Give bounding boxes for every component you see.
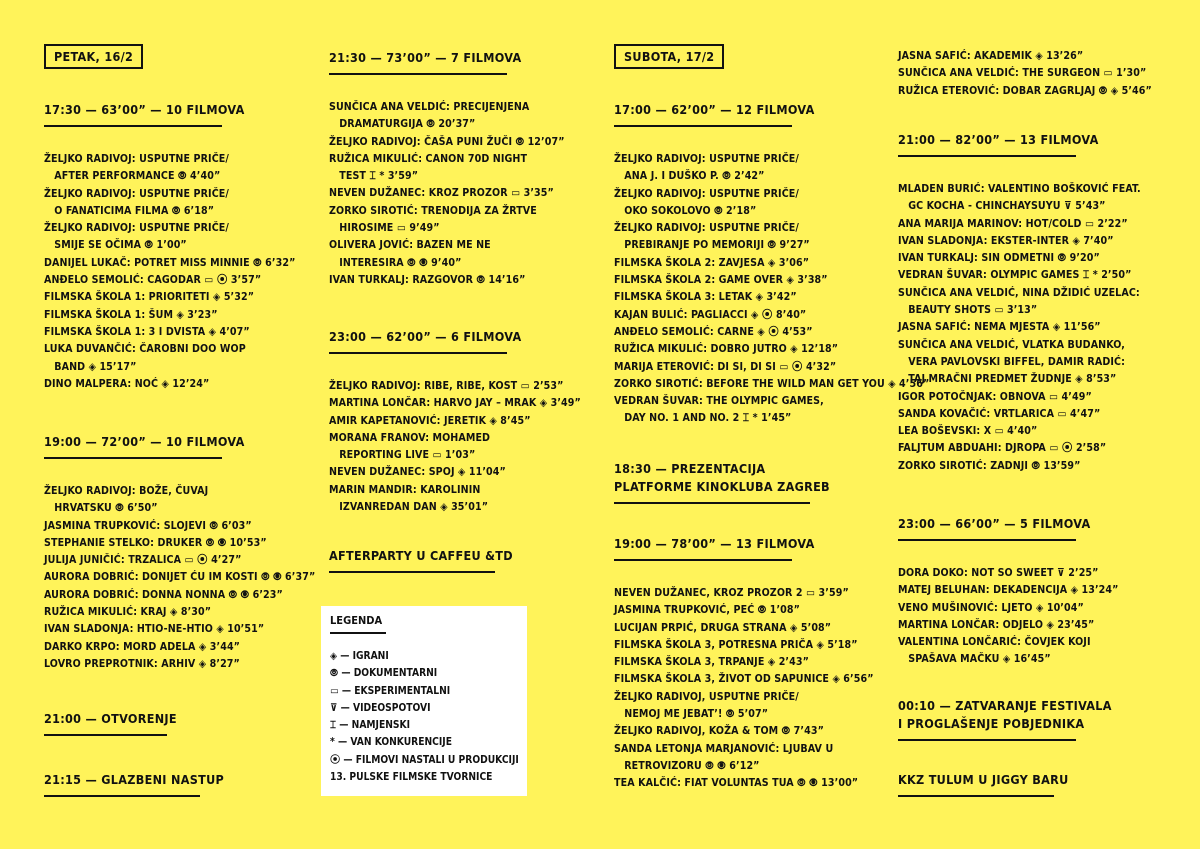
film-entry: ŽELJKO RADIVOJ: USPUTNE PRIČE/ <box>614 187 799 200</box>
divider <box>44 125 222 127</box>
block-heading: 21:30 — 73’00” — 7 FILMOVA <box>329 50 522 65</box>
film-entry: SUNČICA ANA VELDIĆ, VLATKA BUDANKO, <box>898 338 1125 351</box>
block-heading: 00:10 — ZATVARANJE FESTIVALA I PROGLAŠENJE POBJEDNIKA <box>898 698 1112 731</box>
film-entry: JASMINA TRUPKOVIĆ, PEĆ ⦾ 1’08” <box>614 604 800 617</box>
film-entry: ANA J. I DUŠKO P. ⦾ 2’42” <box>614 170 765 183</box>
film-entry: SUNČICA ANA VELDIĆ: PRECIJENJENA <box>329 101 530 113</box>
block-heading: 21:15 — GLAZBENI NASTUP <box>44 772 225 787</box>
film-entry: O FANATICIMA FILMA ⦾ 6’18” <box>44 204 215 217</box>
film-entry: MARTINA LONČAR: HARVO JAY – MRAK ◈ 3’49” <box>329 397 581 410</box>
film-entry: VEDRAN ŠUVAR: OLYMPIC GAMES ⌶ * 2’50” <box>898 269 1132 282</box>
film-entry: OKO SOKOLOVO ⦾ 2’18” <box>614 204 757 217</box>
divider <box>898 539 1076 541</box>
legend-title: LEGENDA <box>330 614 383 627</box>
legend-item: ▭ — EKSPERIMENTALNI <box>330 685 451 697</box>
film-entry: INTERESIRA ⦾ ⦿ 9’40” <box>329 256 462 269</box>
film-entry: JULIJA JUNIČIĆ: TRZALICA ▭ ⦿ 4’27” <box>44 554 242 567</box>
schedule-block <box>898 697 1160 741</box>
film-entry: LOVRO PREPROTNIK: ARHIV ◈ 8’27” <box>44 657 240 670</box>
film-entry: DAY NO. 1 AND NO. 2 ⌶ * 1’45” <box>614 412 792 425</box>
film-entry: GC KOCHA - CHINCHAYSUYU ⊽ 5’43” <box>898 200 1106 213</box>
film-entry: ŽELJKO RADIVOJ: USPUTNE PRIČE/ <box>614 153 799 165</box>
film-entry: LUCIJAN PRPIĆ, DRUGA STRANA ◈ 5’08” <box>614 621 832 634</box>
divider <box>614 502 810 504</box>
film-entry: VALENTINA LONČARIĆ: ČOVJEK KOJI <box>898 636 1091 649</box>
film-entry: FILMSKA ŠKOLA 1: 3 I DVISTA ◈ 4’07” <box>44 325 250 338</box>
film-entry: AMIR KAPETANOVIĆ: JERETIK ◈ 8’45” <box>329 414 531 427</box>
block-heading: 18:30 — PREZENTACIJA PLATFORME KINOKLUBA ZAGREB <box>614 461 830 494</box>
film-entry: MARTINA LONČAR: ODJELO ◈ 23’45” <box>898 618 1095 631</box>
divider <box>44 457 222 459</box>
film-entry: HRVATSKU ⦾ 6’50” <box>44 502 158 515</box>
film-list <box>898 181 1160 475</box>
divider <box>614 125 792 127</box>
film-entry: SMIJE SE OČIMA ⦾ 1’00” <box>44 239 187 252</box>
film-list <box>329 378 591 516</box>
film-entry: ZORKO SIROTIĆ: ZADNJI ⦾ 13’59” <box>898 459 1081 472</box>
film-entry: SUNČICA ANA VELDIĆ: THE SURGEON ▭ 1’30” <box>898 67 1147 80</box>
film-entry: DARKO KRPO: MORD ADELA ◈ 3’44” <box>44 640 241 653</box>
film-entry: TAJ MRAČNI PREDMET ŽUDNJE ◈ 8’53” <box>898 373 1117 386</box>
film-entry: RUŽICA MIKULIĆ: CANON 70D NIGHT <box>329 152 528 165</box>
film-entry: BEAUTY SHOTS ▭ 3’13” <box>898 304 1038 317</box>
film-entry: SUNČICA ANA VELDIĆ, NINA DŽIDIĆ UZELAC: <box>898 286 1140 299</box>
film-entry: JASNA SAFIĆ: AKADEMIK ◈ 13’26” <box>898 50 1084 62</box>
film-entry: SANDA LETONJA MARJANOVIĆ: LJUBAV U <box>614 742 834 755</box>
legend-item: ⦾ — DOKUMENTARNI <box>330 668 438 680</box>
film-entry: DINO MALPERA: NOĆ ◈ 12’24” <box>44 377 210 390</box>
divider <box>329 571 495 573</box>
film-entry: ZORKO SIROTIĆ: BEFORE THE WILD MAN GET YOU ◈ 4’56” <box>614 377 930 390</box>
film-list <box>44 151 306 393</box>
block-heading: AFTERPARTY U CAFFEU &TD <box>329 548 513 563</box>
divider <box>329 73 507 75</box>
film-entry: RUŽICA MIKULIĆ: KRAJ ◈ 8’30” <box>44 606 212 619</box>
film-entry: FILMSKA ŠKOLA 1: PRIORITETI ◈ 5’32” <box>44 291 255 304</box>
divider <box>898 739 1076 741</box>
legend-box <box>321 606 527 796</box>
film-entry: JASNA SAFIĆ: NEMA MJESTA ◈ 11’56” <box>898 321 1101 334</box>
film-entry: FILMSKA ŠKOLA 3, TRPANJE ◈ 2’43” <box>614 656 809 669</box>
film-entry: ZORKO SIROTIĆ: TRENODIJA ZA ŽRTVE <box>329 204 537 217</box>
film-entry: RUŽICA ETEROVIĆ: DOBAR ZAGRLJAJ ⦾ ◈ 5’46” <box>898 84 1152 97</box>
film-list <box>614 151 930 428</box>
film-list <box>329 99 591 289</box>
film-entry: PREBIRANJE PO MEMORIJI ⦾ 9’27” <box>614 239 810 252</box>
film-entry: FILMSKA ŠKOLA 3: LETAK ◈ 3’42” <box>614 291 797 304</box>
legend-item: ◈ — IGRANI <box>330 651 389 662</box>
film-entry: ŽELJKO RADIVOJ: USPUTNE PRIČE/ <box>44 222 229 235</box>
film-entry: ŽELJKO RADIVOJ: ČAŠA PUNI ŽUČI ⦾ 12’07” <box>329 135 565 148</box>
film-list-continued <box>898 48 1160 100</box>
film-entry: IGOR POTOČNJAK: OBNOVA ▭ 4’49” <box>898 390 1092 403</box>
film-entry: ŽELJKO RADIVOJ: BOŽE, ČUVAJ <box>44 485 209 497</box>
film-entry: DRAMATURGIJA ⦾ 20’37” <box>329 118 476 131</box>
film-entry: FILMSKA ŠKOLA 2: GAME OVER ◈ 3’38” <box>614 274 828 287</box>
film-entry: VENO MUŠINOVIĆ: LJETO ◈ 10’04” <box>898 601 1084 614</box>
block-heading: 21:00 — 82’00” — 13 FILMOVA <box>898 132 1099 147</box>
film-entry: ANĐELO SEMOLIĆ: CARNE ◈ ⦿ 4’53” <box>614 325 813 338</box>
film-entry: LEA BOŠEVSKI: X ▭ 4’40” <box>898 425 1038 438</box>
film-entry: FALJTUM ABDUAHI: DJROPA ▭ ⦿ 2’58” <box>898 442 1107 455</box>
film-entry: ANA MARIJA MARINOV: HOT/COLD ▭ 2’22” <box>898 217 1128 230</box>
film-entry: MLADEN BURIĆ: VALENTINO BOŠKOVIĆ FEAT. <box>898 183 1141 195</box>
film-entry: BAND ◈ 15’17” <box>44 360 137 373</box>
divider <box>44 795 200 797</box>
film-entry: MATEJ BELUHAN: DEKADENCIJA ◈ 13’24” <box>898 584 1119 597</box>
film-entry: ŽELJKO RADIVOJ, USPUTNE PRIČE/ <box>614 690 799 703</box>
film-entry: ŽELJKO RADIVOJ: USPUTNE PRIČE/ <box>614 222 799 235</box>
film-entry: RUŽICA MIKULIĆ: DOBRO JUTRO ◈ 12’18” <box>614 343 839 356</box>
film-entry: FILMSKA ŠKOLA 2: ZAVJESA ◈ 3’06” <box>614 256 810 269</box>
film-entry: SPAŠAVA MAČKU ◈ 16’45” <box>898 653 1051 666</box>
film-entry: NEMOJ ME JEBAT’! ⦾ 5’07” <box>614 708 769 721</box>
legend-item: ⦿ — FILMOVI NASTALI U PRODUKCIJI <box>330 754 519 766</box>
film-entry: JASMINA TRUPKOVIĆ: SLOJEVI ⦾ 6’03” <box>44 519 252 532</box>
schedule-block <box>44 710 306 736</box>
block-heading: 17:30 — 63’00” — 10 FILMOVA <box>44 102 245 117</box>
schedule-block <box>329 328 591 516</box>
film-list <box>898 565 1160 669</box>
film-entry: MARIN MANDIR: KAROLININ <box>329 483 481 496</box>
film-list <box>44 483 316 673</box>
film-entry: ŽELJKO RADIVOJ: RIBE, RIBE, KOST ▭ 2’53” <box>329 380 564 392</box>
legend-item: ⌶ — NAMJENSKI <box>330 720 410 732</box>
film-entry: STEPHANIE STELKO: DRUKER ⦾ ⦿ 10’53” <box>44 536 267 549</box>
film-entry: ŽELJKO RADIVOJ: USPUTNE PRIČE/ <box>44 153 229 165</box>
legend-item: ⊽ — VIDEOSPOTOVI <box>330 702 431 714</box>
divider <box>330 632 386 634</box>
block-heading: 21:00 — OTVORENJE <box>44 711 177 726</box>
film-entry: IVAN TURKALJ: RAZGOVOR ⦾ 14’16” <box>329 273 526 286</box>
film-entry: AURORA DOBRIĆ: DONIJET ĆU IM KOSTI ⦾ ⦿ 6’37” <box>44 571 316 584</box>
schedule-block <box>329 547 591 573</box>
film-entry: IVAN TURKALJ: SIN ODMETNI ⦾ 9’20” <box>898 252 1100 265</box>
block-heading: 19:00 — 78’00” — 13 FILMOVA <box>614 536 815 551</box>
film-entry: TEA KALČIĆ: FIAT VOLUNTAS TUA ⦾ ⦿ 13’00” <box>614 777 859 790</box>
film-entry: OLIVERA JOVIĆ: BAZEN ME NE <box>329 239 491 252</box>
legend-item: 13. PULSKE FILMSKE TVORNICE <box>330 772 493 784</box>
schedule-block <box>614 101 930 428</box>
day-label: SUBOTA, 17/2 <box>614 44 724 69</box>
film-entry: REPORTING LIVE ▭ 1’03” <box>329 449 476 462</box>
schedule-block <box>898 131 1160 475</box>
schedule-block <box>44 433 316 673</box>
film-entry: DORA DOKO: NOT SO SWEET ⊽ 2’25” <box>898 567 1099 579</box>
film-entry: DANIJEL LUKAČ: POTRET MISS MINNIE ⦾ 6’32” <box>44 256 296 269</box>
film-entry: IVAN SLADONJA: EKSTER-INTER ◈ 7’40” <box>898 234 1114 247</box>
block-heading: 19:00 — 72’00” — 10 FILMOVA <box>44 434 245 449</box>
schedule-block <box>614 460 876 504</box>
film-entry: LUKA DUVANČIĆ: ČAROBNI DOO WOP <box>44 343 246 356</box>
film-entry: KAJAN BULIĆ: PAGLIACCI ◈ ⦿ 8’40” <box>614 308 807 321</box>
day-label: PETAK, 16/2 <box>44 44 143 69</box>
block-heading: KKZ TULUM U JIGGY BARU <box>898 772 1069 787</box>
legend-list <box>330 648 518 786</box>
film-entry: IZVANREDAN DAN ◈ 35’01” <box>329 501 489 514</box>
film-entry: NEVEN DUŽANEC: SPOJ ◈ 11’04” <box>329 466 506 479</box>
film-entry: NEVEN DUŽANEC: KROZ PROZOR ▭ 3’35” <box>329 187 554 200</box>
film-entry: AFTER PERFORMANCE ⦾ 4’40” <box>44 170 221 183</box>
film-entry: ANĐELO SEMOLIĆ: CAGODAR ▭ ⦿ 3’57” <box>44 274 262 287</box>
divider <box>44 734 167 736</box>
film-entry: RETROVIZORU ⦾ ⦿ 6’12” <box>614 759 760 772</box>
schedule-block <box>898 771 1160 797</box>
film-entry: TEST ⌶ * 3’59” <box>329 170 419 183</box>
film-list <box>614 585 876 793</box>
legend-item: * — VAN KONKURENCIJE <box>330 737 452 749</box>
block-heading: 17:00 — 62’00” — 12 FILMOVA <box>614 102 815 117</box>
schedule-block <box>329 49 591 289</box>
block-heading: 23:00 — 66’00” — 5 FILMOVA <box>898 516 1091 531</box>
film-entry: HIROSIME ▭ 9’49” <box>329 222 440 235</box>
schedule-block <box>44 101 306 393</box>
divider <box>898 155 1076 157</box>
film-entry: FILMSKA ŠKOLA 1: ŠUM ◈ 3’23” <box>44 308 218 321</box>
film-entry: ŽELJKO RADIVOJ, KOŽA & TOM ⦾ 7’43” <box>614 725 824 738</box>
film-entry: FILMSKA ŠKOLA 3, ŽIVOT OD SAPUNICE ◈ 6’56” <box>614 673 874 686</box>
schedule-block <box>898 515 1160 669</box>
film-entry: VEDRAN ŠUVAR: THE OLYMPIC GAMES, <box>614 395 824 408</box>
film-entry: MORANA FRANOV: MOHAMED <box>329 431 491 444</box>
film-entry: IVAN SLADONJA: HTIO-NE-HTIO ◈ 10’51” <box>44 623 265 636</box>
divider <box>614 559 792 561</box>
film-entry: AURORA DOBRIĆ: DONNA NONNA ⦾ ⦿ 6’23” <box>44 588 283 601</box>
film-entry: SANDA KOVAČIĆ: VRTLARICA ▭ 4’47” <box>898 407 1101 420</box>
block-heading: 23:00 — 62’00” — 6 FILMOVA <box>329 329 522 344</box>
divider <box>329 352 507 354</box>
schedule-block <box>44 771 306 797</box>
film-entry: MARIJA ETEROVIĆ: DI SI, DI SI ▭ ⦿ 4’32” <box>614 360 837 373</box>
divider <box>898 795 1054 797</box>
film-entry: VERA PAVLOVSKI BIFFEL, DAMIR RADIĆ: <box>898 355 1126 368</box>
schedule-block <box>614 535 876 793</box>
film-entry: NEVEN DUŽANEC, KROZ PROZOR 2 ▭ 3’59” <box>614 587 849 599</box>
film-entry: FILMSKA ŠKOLA 3, POTRESNA PRIČA ◈ 5’18” <box>614 638 858 651</box>
film-entry: ŽELJKO RADIVOJ: USPUTNE PRIČE/ <box>44 187 229 200</box>
